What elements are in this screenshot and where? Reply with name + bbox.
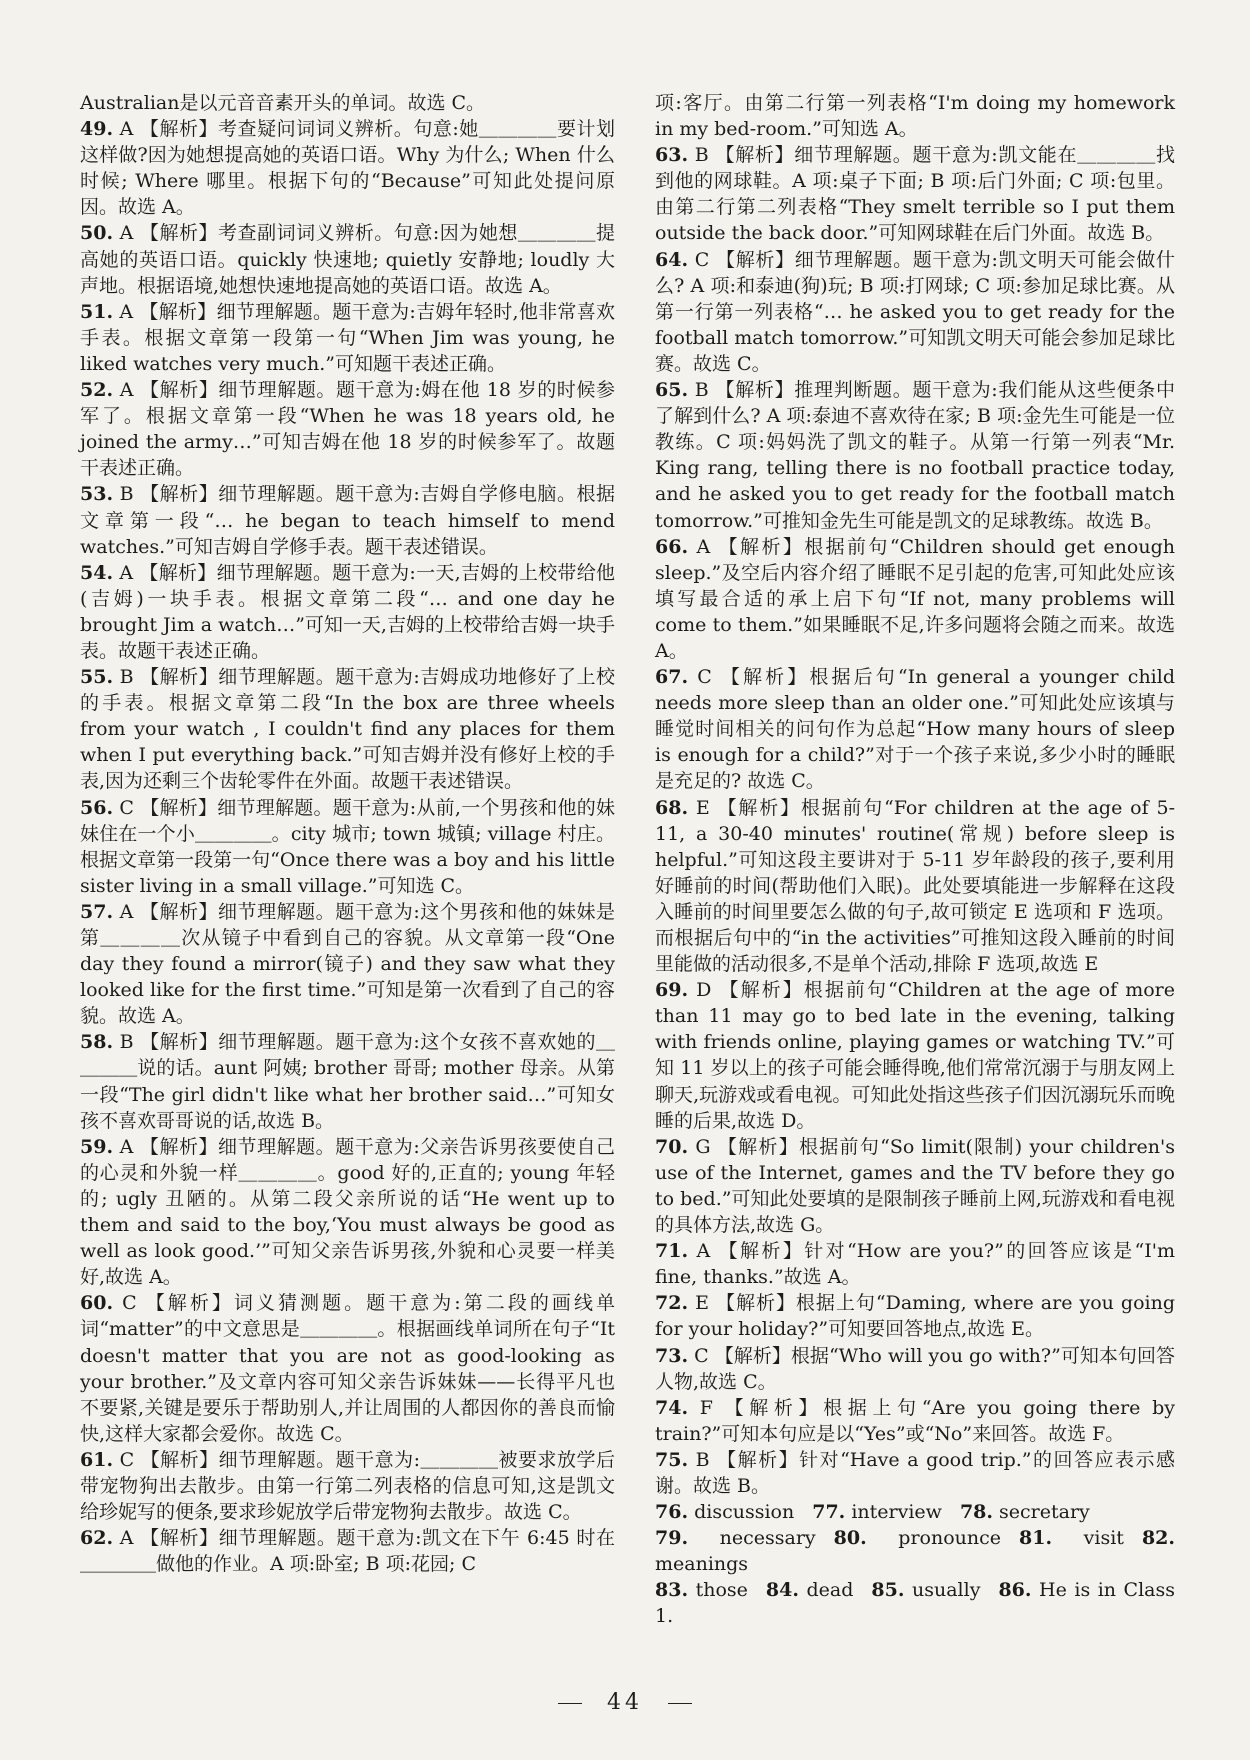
answer-text: He is in Class 1. [655,1579,1176,1628]
answer-item [655,795,1175,978]
answer-number: 81. [1019,1527,1053,1550]
answer-item [655,977,1175,1134]
answer-number: 72. [655,1292,689,1315]
answer-text: pronounce [866,1527,1002,1550]
answer-item [655,377,1175,534]
answer-text: usually [904,1579,981,1602]
answer-item [80,1447,615,1525]
answer-number: 62. [80,1527,114,1550]
answer-number: 80. [833,1527,867,1550]
answer-text: A 【解析】考查疑问词词义辨析。句意:她＿＿＿＿要计划这样做?因为她想提高她的英语口语。Why 为什么; When 什么时候; Where 哪里。根据下句的“Because”可知此处提问原因。故选 A。 [80,118,615,219]
answer-number: 50. [80,222,114,245]
answer-item [655,1395,1175,1447]
answer-text: C 【解析】根据后句“In general a younger child needs more sleep than an older one.”可知此处应该填与睡觉时间相关的问句作为总起“How many hours of sleep is enough for a child?”对于一个孩子来说,多少小时的睡眠是充足的? 故选 C。 [655,666,1175,793]
answer-number: 82. [1141,1527,1175,1550]
answer-item [80,481,615,559]
answer-text: those [688,1579,748,1602]
answer-text: A 【解析】细节理解题。题干意为:吉姆年轻时,他非常喜欢手表。根据文章第一段第一句“When Jim was young, he liked watches very much.”可知题干表述正确。 [80,300,615,375]
answer-item [80,299,615,377]
answer-text: G 【解析】根据前句“So limit(限制) your children's use of the Internet, games and the TV before they go to bed.”可知此处要填的是限制孩子睡前上网,玩游戏和看电视的具体方法,故选 G。 [655,1135,1175,1237]
answer-text: A 【解析】根据前句“Children should get enough sleep.”及空后内容介绍了睡眠不足引起的危害,可知此处应该填写最合适的承上启下句“If not, many problems will come to them.”如果睡眠不足,许多问题将会随之而来。故选 A。 [655,535,1175,662]
answer-number: 60. [80,1292,114,1315]
answer-text: A 【解析】细节理解题。题干意为:这个男孩和他的妹妹是第＿＿＿＿次从镜子中看到自己的容貌。从文章第一段“One day they found a mirror(镜子) and they saw what they looked like for the first time.”可知是第一次看到了自己的容貌。故选 A。 [80,900,615,1028]
answer-text: secretary [993,1501,1090,1524]
answer-number: 86. [998,1579,1032,1602]
short-answer [655,1527,816,1549]
answer-text: A 【解析】细节理解题。题干意为:姆在他 18 岁的时候参军了。根据文章第一段“When he was 18 years old, he joined the army…”可知吉姆在他 18 岁的时候参军了。故题干表述正确。 [80,379,615,480]
answer-text: C 【解析】细节理解题。题干意为:从前,一个男孩和他的妹妹住在一个小＿＿＿＿。city 城市; town 城镇; village 村庄。根据文章第一段第一句“Once there was a boy and his little sister living in a small village.”可知选 C。 [80,796,615,897]
right-column [655,90,1175,1630]
answer-text: discussion [688,1501,795,1524]
answer-item [80,1525,615,1577]
answer-item [80,899,615,1029]
answer-number: 69. [655,979,689,1002]
answer-number: 61. [80,1448,114,1471]
answer-number: 49. [80,118,114,141]
answer-number: 51. [80,300,114,323]
footer-dash-right [668,1703,692,1704]
answer-number: 66. [655,535,689,558]
short-answer-row [655,1499,1175,1525]
answer-number: 53. [80,483,114,506]
short-answer [812,1501,942,1523]
footer-dash-left [558,1703,582,1704]
answer-text: B 【解析】针对“Have a good trip.”的回答应表示感谢。故选 B。 [655,1448,1175,1497]
answer-number: 75. [655,1448,689,1471]
left-column [80,90,615,1577]
short-answer-row [655,1577,1175,1629]
answer-item [80,377,615,481]
answer-number: 74. [655,1396,689,1419]
answer-number: 77. [812,1501,846,1524]
answer-item [655,534,1175,664]
answer-text: Australian是以元音音素开头的单词。故选 C。 [80,92,486,114]
answer-text: A 【解析】针对“How are you?”的回答应该是“I'm fine, thanks.”故选 A。 [655,1240,1175,1289]
answer-text: E 【解析】根据上句“Daming, where are you going for your holiday?”可知要回答地点,故选 E。 [655,1292,1175,1341]
answer-number: 67. [655,666,689,689]
answer-number: 59. [80,1135,114,1158]
answer-item [80,1290,615,1447]
answer-item [655,1238,1175,1290]
answer-item [655,142,1175,246]
answer-number: 63. [655,144,689,167]
answer-item [655,1134,1175,1238]
short-answer [655,1579,748,1601]
answer-text: necessary [688,1527,816,1550]
answer-item [655,1343,1175,1395]
page-footer [0,1690,1250,1715]
answer-text: B 【解析】细节理解题。题干意为:吉姆成功地修好了上校的手表。根据文章第二段“In the box are three wheels from your watch , I couldn't find any places for them when I put everything back.”可知吉姆并没有修好上校的手表,因为还剩三个齿轮零件在外面。故题干表述错误。 [80,666,615,793]
answer-number: 85. [871,1579,905,1602]
answer-text: A 【解析】细节理解题。题干意为:凯文在下午 6:45 时在＿＿＿＿做他的作业。A 项:卧室; B 项:花园; C [80,1527,615,1576]
answer-text: 项:客厅。由第二行第一列表格“I'm doing my homework in my bed-room.”可知选 A。 [655,92,1175,141]
answer-number: 70. [655,1135,689,1158]
answer-text: visit [1052,1527,1124,1550]
short-answer [834,1527,1001,1549]
answer-text: A 【解析】细节理解题。题干意为:父亲告诉男孩要使自己的心灵和外貌一样＿＿＿＿。good 好的,正直的; young 年轻的; ugly 丑陋的。从第二段父亲所说的话“He went up to them and said to the boy,‘You must always be good as well as look good.’”可知父亲告诉男孩,外貌和心灵要一样美好,故选 A。 [80,1135,615,1289]
answer-item [655,90,1175,142]
answer-text: C 【解析】细节理解题。题干意为:＿＿＿＿被要求放学后带宠物狗出去散步。由第一行第二列表格的信息可知,这是凯文给珍妮写的便条,要求珍妮放学后带宠物狗去散步。故选 C。 [80,1448,615,1524]
short-answer [871,1579,980,1601]
page-number: 44 [607,1690,643,1715]
answer-text: interview [845,1501,942,1524]
answer-text: C 【解析】词义猜测题。题干意为:第二段的画线单词“matter”的中文意思是＿＿＿＿。根据画线单词所在句子“It doesn't matter that you are not as good-looking as your brother.”及文章内容可知父亲告诉妹妹——长得平凡也不要紧,关键是要乐于帮助别人,并让周围的人都因你的善良而愉快,这样大家都会爱你。故选 C。 [80,1292,615,1445]
answer-number: 65. [655,379,689,402]
answer-item [80,90,615,116]
answer-number: 76. [655,1501,689,1524]
answer-item [80,116,615,220]
answer-text: D 【解析】根据前句“Children at the age of more than 11 may go to bed late in the evening, talking with friends online, playing games or watching TV.”可知 11 岁以上的孩子可能会睡得晚,他们常常沉溺于与朋友网上聊天,玩游戏或看电视。可知此处指这些孩子们因沉溺玩乐而晚睡的后果,故选 D。 [655,979,1175,1132]
answer-text: A 【解析】细节理解题。题干意为:一天,吉姆的上校带给他(吉姆)一块手表。根据文章第二段“… and one day he brought Jim a watch…”可知一天,吉姆的上校带给吉姆一块手表。故题干表述正确。 [80,561,615,662]
answer-number: 55. [80,666,114,689]
answer-number: 68. [655,796,689,819]
answer-item [655,247,1175,377]
short-answer-row [655,1525,1175,1577]
answer-item [80,1029,615,1133]
answer-text: B 【解析】细节理解题。题干意为:吉姆自学修电脑。根据文章第一段“… he began to teach himself to mend watches.”可知吉姆自学修手表。题干表述错误。 [80,483,615,558]
answer-text: E 【解析】根据前句“For children at the age of 5-11, a 30-40 minutes' routine(常规) before sleep is helpful.”可知这段主要讲对于 5-11 岁年龄段的孩子,要利用好睡前的时间(帮助他们入眠)。此处要填能进一步解释在这段入睡前的时间里要怎么做的句子,故可锁定 E 选项和 F 选项。而根据后句中的“in the activities”可推知这段入睡前的时间里能做的活动很多,不是单个活动,排除 F 选项,故选 E [655,796,1175,976]
answer-number: 78. [959,1501,993,1524]
answer-text: meanings [655,1553,749,1576]
answer-number: 71. [655,1240,689,1263]
answer-text: C 【解析】细节理解题。题干意为:凯文明天可能会做什么? A 项:和泰迪(狗)玩; B 项:打网球; C 项:参加足球比赛。从第一行第一列表格“… he asked you to get ready for the football match tomorrow.”可知凯文明天可能会参加足球比赛。故选 C。 [655,248,1175,375]
answer-item [80,560,615,664]
short-answer [960,1501,1090,1523]
short-answer [655,1501,794,1523]
answer-number: 57. [80,900,114,923]
answer-text: F 【解析】根据上句“Are you going there by train?”可知本句应是以“Yes”或“No”来回答。故选 F。 [655,1396,1175,1445]
answer-number: 54. [80,561,114,584]
answer-text: A 【解析】考查副词词义辨析。句意:因为她想＿＿＿＿提高她的英语口语。quickly 快速地; quietly 安静地; loudly 大声地。根据语境,她想快速地提高她的英语口语。故选 A。 [80,222,615,297]
answer-text: B 【解析】细节理解题。题干意为:这个女孩不喜欢她的＿＿＿＿说的话。aunt 阿姨; brother 哥哥; mother 母亲。从第一段“The girl didn't like what her brother said…”可知女孩不喜欢哥哥说的话,故选 B。 [80,1031,615,1132]
answer-item [80,1134,615,1291]
answer-item [80,664,615,794]
answer-number: 58. [80,1031,114,1054]
answer-number: 52. [80,379,114,402]
answer-number: 84. [765,1579,799,1602]
answer-text: C 【解析】根据“Who will you go with?”可知本句回答人物,故选 C。 [655,1344,1175,1393]
answer-item [655,1290,1175,1342]
answer-item [80,220,615,298]
short-answer [766,1579,854,1601]
answer-item [655,1447,1175,1499]
answer-number: 79. [655,1527,689,1550]
answer-number: 73. [655,1344,689,1367]
answer-text: B 【解析】细节理解题。题干意为:凯文能在＿＿＿＿找到他的网球鞋。A 项:桌子下面; B 项:后门外面; C 项:包里。由第二行第二列表格“They smelt terrible so I put them outside the back door.”可知网球鞋在后门外面。故选 B。 [655,144,1175,245]
short-answer [1019,1527,1124,1549]
answer-number: 56. [80,796,114,819]
answer-text: B 【解析】推理判断题。题干意为:我们能从这些便条中了解到什么? A 项:泰迪不喜欢待在家; B 项:金先生可能是一位教练。C 项:妈妈洗了凯文的鞋子。从第一行第一列表“Mr. King rang, telling there is no football practice today, and he asked you to get ready for the football match tomorrow.”可推知金先生可能是凯文的足球教练。故选 B。 [655,379,1175,532]
answer-number: 83. [655,1579,689,1602]
answer-item [655,664,1175,794]
answer-text: dead [798,1579,854,1602]
answer-item [80,795,615,899]
answer-number: 64. [655,248,689,271]
